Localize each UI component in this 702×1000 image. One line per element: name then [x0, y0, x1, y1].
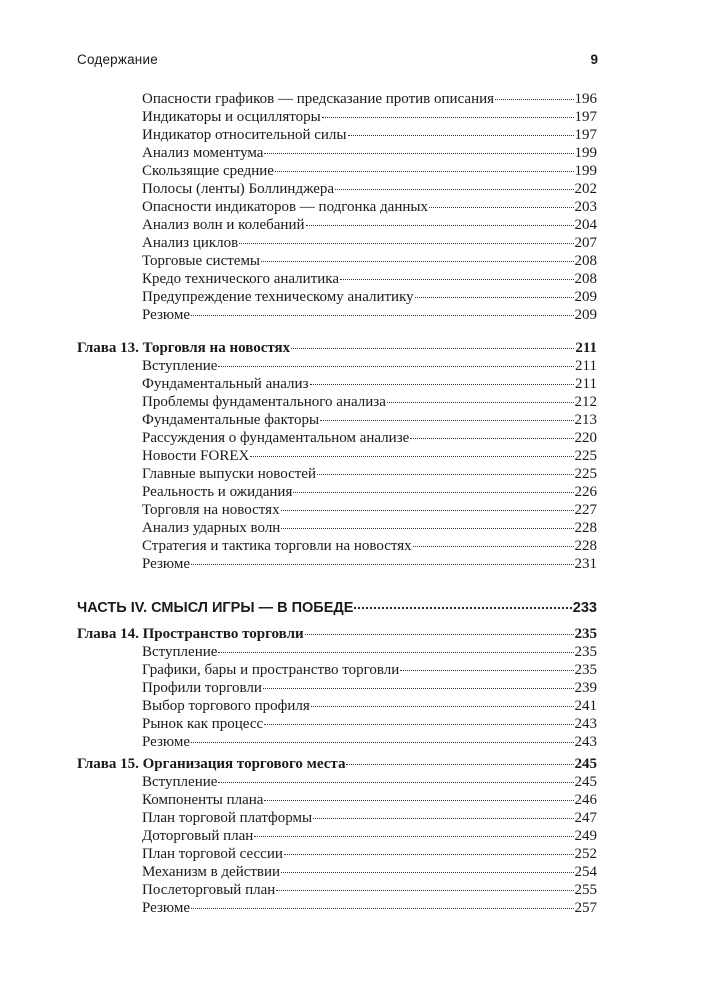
dot-leader — [320, 419, 573, 421]
toc-entry[interactable] — [142, 845, 597, 863]
toc-entry[interactable] — [142, 501, 597, 519]
chapter-heading[interactable] — [77, 755, 597, 773]
entry-title: Анализ ударных волн — [142, 520, 281, 536]
dot-leader — [410, 437, 573, 439]
entry-title: Рассуждения о фундаментальном анализе — [142, 430, 410, 446]
toc-entry[interactable] — [142, 270, 597, 288]
entry-title: Резюме — [142, 900, 191, 916]
dot-leader — [264, 723, 573, 725]
dot-leader — [275, 170, 574, 172]
toc-entry[interactable] — [142, 180, 597, 198]
entry-page-number: 243 — [574, 734, 597, 750]
entry-page-number: 245 — [574, 774, 597, 790]
dot-leader — [276, 889, 573, 891]
entry-title: Кредо технического аналитика — [142, 271, 339, 287]
entry-page-number: 203 — [574, 199, 597, 215]
entry-title: Предупреждение техническому аналитику — [142, 289, 414, 305]
dot-leader — [291, 347, 574, 349]
dot-leader — [293, 491, 573, 493]
entry-title: Механизм в действии — [142, 864, 281, 880]
dot-leader — [311, 705, 574, 707]
dot-leader — [400, 669, 573, 671]
dot-leader — [322, 116, 574, 118]
entry-page-number: 227 — [574, 502, 597, 518]
entry-page-number: 246 — [574, 792, 597, 808]
entry-title: Графики, бары и пространство торговли — [142, 662, 400, 678]
part-title[interactable] — [77, 599, 597, 617]
chapter-title: Пространство торговли — [142, 626, 304, 642]
entry-title: Фундаментальные факторы — [142, 412, 320, 428]
entry-page-number: 197 — [574, 109, 597, 125]
dot-leader — [254, 835, 573, 837]
dot-leader — [191, 741, 573, 743]
toc-entry[interactable] — [142, 791, 597, 809]
entry-page-number: 257 — [574, 900, 597, 916]
toc-entry[interactable] — [142, 306, 597, 324]
toc-entry[interactable] — [142, 555, 597, 573]
dot-leader — [354, 606, 571, 609]
toc-entry[interactable] — [142, 144, 597, 162]
dot-leader — [250, 455, 573, 457]
toc-entry[interactable] — [142, 126, 597, 144]
toc-entry[interactable] — [142, 252, 597, 270]
entry-title: Анализ циклов — [142, 235, 239, 251]
entry-title: Опасности индикаторов — подгонка данных — [142, 199, 428, 215]
entry-title: ЧАСТЬ IV. СМЫСЛ ИГРЫ — В ПОБЕДЕ — [77, 600, 354, 616]
entry-page-number: 226 — [574, 484, 597, 500]
entry-title: Торговля на новостях — [142, 502, 280, 518]
chapter-heading[interactable] — [77, 339, 597, 357]
chapter-prefix: Глава 14. — [77, 626, 139, 642]
entry-page-number: 245 — [574, 756, 597, 772]
entry-page-number: 220 — [574, 430, 597, 446]
toc-entry[interactable] — [142, 881, 597, 899]
dot-leader — [413, 545, 574, 547]
entry-page-number: 247 — [574, 810, 597, 826]
entry-page-number: 235 — [574, 662, 597, 678]
toc-entry[interactable] — [142, 643, 597, 661]
entry-title: Резюме — [142, 556, 191, 572]
toc-entry[interactable] — [142, 465, 597, 483]
dot-leader — [263, 687, 574, 689]
toc-entry[interactable] — [142, 198, 597, 216]
chapter-prefix: Глава 15. — [77, 756, 139, 772]
toc-entry[interactable] — [142, 483, 597, 501]
entry-title: Стратегия и тактика торговли на новостях — [142, 538, 412, 554]
toc-entry[interactable] — [142, 216, 597, 234]
entry-title: Фундаментальный анализ — [142, 376, 309, 392]
toc-entry[interactable] — [142, 90, 597, 108]
entry-title: Резюме — [142, 307, 191, 323]
dot-leader — [348, 134, 574, 136]
entry-page-number: 196 — [574, 91, 597, 107]
entry-page-number: 233 — [572, 600, 597, 616]
toc-entry[interactable] — [142, 162, 597, 180]
dot-leader — [340, 278, 574, 280]
entry-page-number: 209 — [574, 289, 597, 305]
dot-leader — [281, 509, 574, 511]
dot-leader — [415, 296, 574, 298]
entry-title: Компоненты плана — [142, 792, 264, 808]
entry-title: Индикаторы и осцилляторы — [142, 109, 321, 125]
dot-leader — [305, 633, 574, 635]
entry-page-number: 212 — [574, 394, 597, 410]
chapter-title: Организация торгового места — [142, 756, 346, 772]
entry-title: Послеторговый план — [142, 882, 276, 898]
entry-page-number: 204 — [574, 217, 597, 233]
dot-leader — [218, 365, 574, 367]
dot-leader — [191, 314, 573, 316]
dot-leader — [218, 651, 573, 653]
dot-leader — [310, 383, 575, 385]
entry-title: Торговые системы — [142, 253, 261, 269]
toc-entry[interactable] — [142, 429, 597, 447]
toc-entry[interactable] — [142, 357, 597, 375]
toc-entry[interactable] — [142, 288, 597, 306]
entry-title: Резюме — [142, 734, 191, 750]
entry-page-number: 207 — [574, 235, 597, 251]
toc-entry[interactable] — [142, 108, 597, 126]
dot-leader — [239, 242, 573, 244]
entry-page-number: 211 — [575, 376, 597, 392]
dot-leader — [281, 871, 573, 873]
toc-entry[interactable] — [142, 234, 597, 252]
toc-entry[interactable] — [142, 809, 597, 827]
chapter-prefix: Глава 13. — [77, 340, 139, 356]
entry-title: Вступление — [142, 358, 218, 374]
entry-title: Скользящие средние — [142, 163, 274, 179]
entry-page-number: 197 — [574, 127, 597, 143]
entry-page-number: 213 — [574, 412, 597, 428]
toc-entry[interactable] — [142, 827, 597, 845]
entry-title: Новости FOREX — [142, 448, 250, 464]
toc-entry[interactable] — [142, 519, 597, 537]
dot-leader — [284, 853, 574, 855]
entry-page-number: 228 — [574, 538, 597, 554]
entry-page-number: 208 — [574, 271, 597, 287]
entry-page-number: 225 — [574, 466, 597, 482]
entry-page-number: 199 — [574, 163, 597, 179]
toc-entry[interactable] — [142, 899, 597, 917]
entry-title: Проблемы фундаментального анализа — [142, 394, 386, 410]
dot-leader — [429, 206, 574, 208]
entry-page-number: 243 — [574, 716, 597, 732]
toc-entry[interactable] — [142, 715, 597, 733]
toc-entry[interactable] — [142, 863, 597, 881]
toc-entry[interactable] — [142, 679, 597, 697]
toc-entry[interactable] — [142, 537, 597, 555]
toc-entry[interactable] — [142, 375, 597, 393]
entry-title: Анализ волн и колебаний — [142, 217, 305, 233]
dot-leader — [264, 152, 573, 154]
entry-title: Рынок как процесс — [142, 716, 264, 732]
entry-page-number: 235 — [574, 626, 597, 642]
toc-entry[interactable] — [142, 661, 597, 679]
entry-page-number: 225 — [574, 448, 597, 464]
entry-page-number: 202 — [574, 181, 597, 197]
entry-page-number: 254 — [574, 864, 597, 880]
entry-title: Вступление — [142, 644, 218, 660]
entry-page-number: 239 — [574, 680, 597, 696]
dot-leader — [495, 98, 573, 100]
entry-page-number: 209 — [574, 307, 597, 323]
entry-title: Профили торговли — [142, 680, 262, 696]
dot-leader — [346, 763, 573, 765]
entry-page-number: 249 — [574, 828, 597, 844]
toc-entry[interactable] — [142, 733, 597, 751]
entry-title: План торговой сессии — [142, 846, 283, 862]
entry-title: Опасности графиков — предсказание против описания — [142, 91, 495, 107]
entry-page-number: 241 — [574, 698, 597, 714]
entry-page-number: 228 — [574, 520, 597, 536]
chapter-label — [77, 755, 345, 773]
dot-leader — [281, 527, 573, 529]
dot-leader — [313, 817, 573, 819]
dot-leader — [264, 799, 573, 801]
dot-leader — [218, 781, 573, 783]
dot-leader — [261, 260, 573, 262]
dot-leader — [317, 473, 574, 475]
toc-entry[interactable] — [142, 773, 597, 791]
toc-entry[interactable] — [142, 447, 597, 465]
entry-title: Выбор торгового профиля — [142, 698, 310, 714]
chapter-heading[interactable] — [77, 625, 597, 643]
entry-page-number: 211 — [575, 358, 597, 374]
entry-page-number: 208 — [574, 253, 597, 269]
chapter-label — [77, 625, 304, 643]
toc-entry[interactable] — [142, 393, 597, 411]
entry-title: Главные выпуски новостей — [142, 466, 316, 482]
dot-leader — [387, 401, 574, 403]
entry-page-number: 235 — [574, 644, 597, 660]
entry-title: Доторговый план — [142, 828, 254, 844]
dot-leader — [191, 907, 573, 909]
entry-title: Индикатор относительной силы — [142, 127, 347, 143]
entry-title: Анализ моментума — [142, 145, 264, 161]
entry-title: Реальность и ожидания — [142, 484, 293, 500]
entry-page-number: 252 — [574, 846, 597, 862]
entry-page-number: 231 — [574, 556, 597, 572]
toc-entry[interactable] — [142, 697, 597, 715]
chapter-title: Торговля на новостях — [142, 340, 291, 356]
entry-title: Полосы (ленты) Боллинджера — [142, 181, 335, 197]
entry-title: Вступление — [142, 774, 218, 790]
running-title: Содержание — [77, 52, 158, 67]
page-number: 9 — [590, 52, 598, 67]
chapter-label — [77, 339, 290, 357]
running-head — [77, 52, 598, 72]
dot-leader — [306, 224, 574, 226]
entry-page-number: 255 — [574, 882, 597, 898]
toc-entry[interactable] — [142, 411, 597, 429]
entry-page-number: 211 — [575, 340, 597, 356]
entry-title: План торговой платформы — [142, 810, 313, 826]
dot-leader — [335, 188, 573, 190]
dot-leader — [191, 563, 573, 565]
entry-page-number: 199 — [574, 145, 597, 161]
